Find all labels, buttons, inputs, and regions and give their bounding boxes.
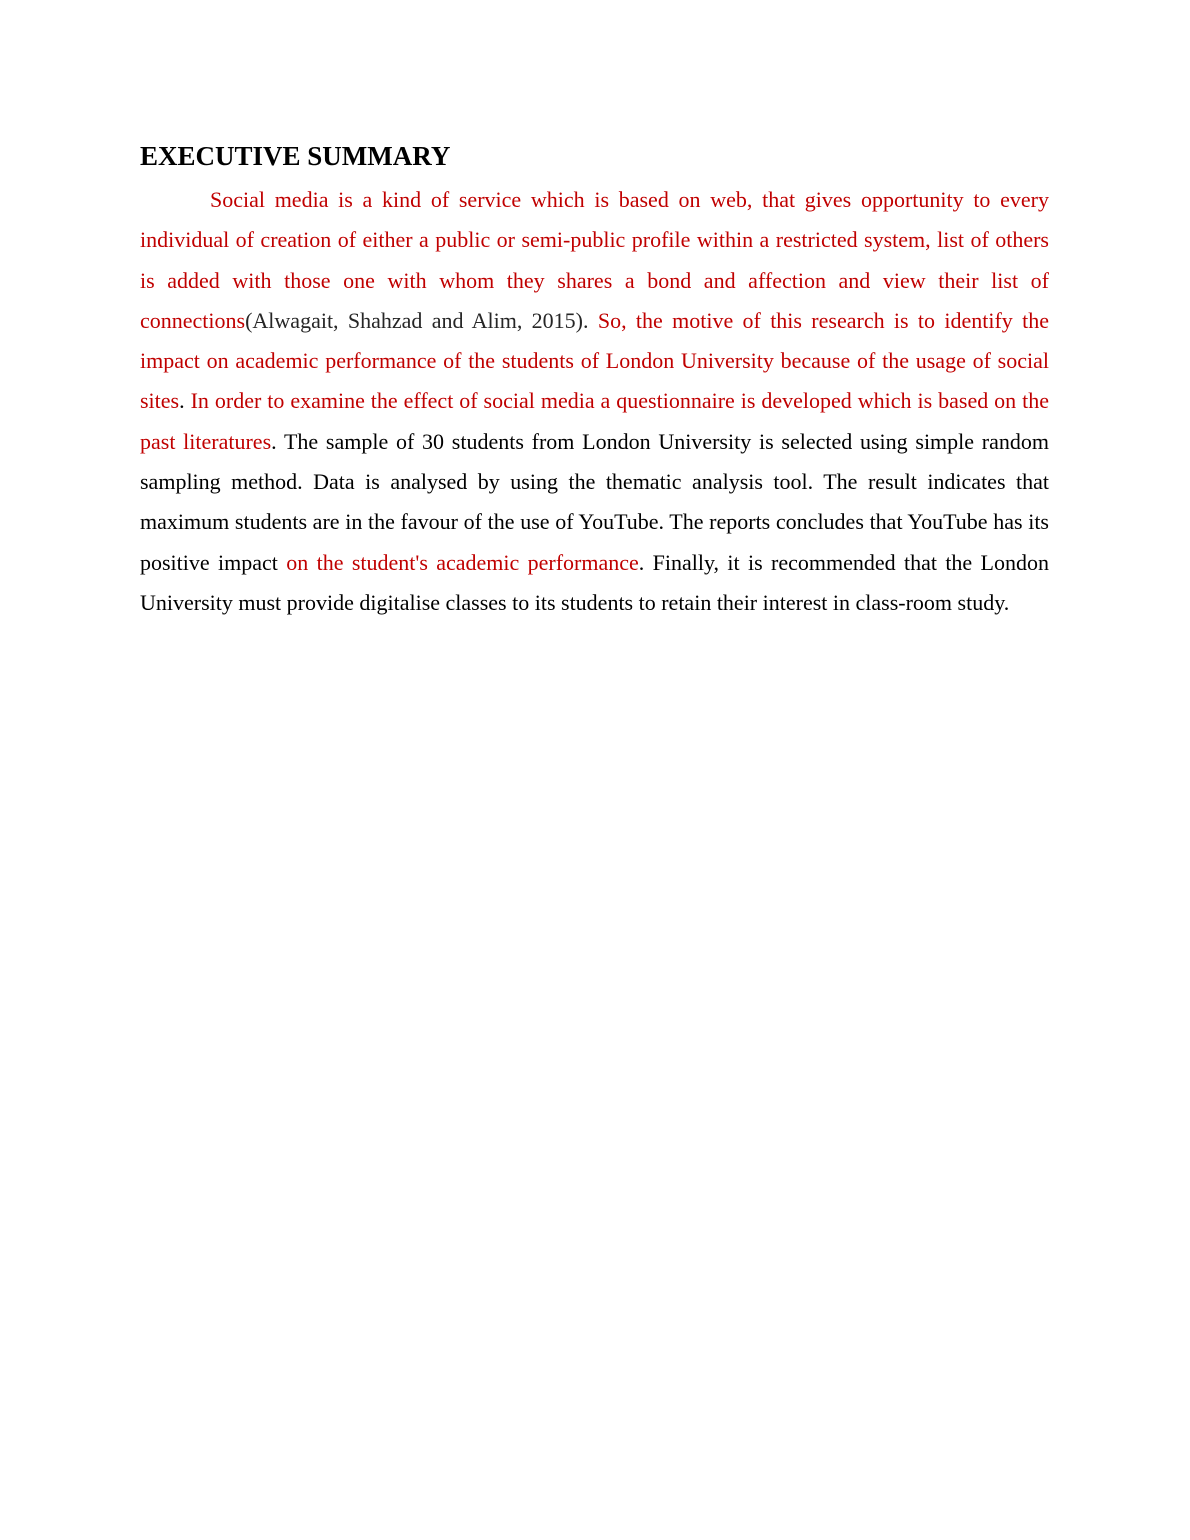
section-heading: EXECUTIVE SUMMARY xyxy=(140,141,451,171)
text-run-impact: on the student's academic performance xyxy=(286,549,639,575)
page-content xyxy=(140,138,1049,623)
text-run-motive: So, the motive of this research is to identify the impact on academic performance of the students of London University because of the usage of social sites xyxy=(140,307,1049,414)
summary-paragraph xyxy=(140,180,1049,623)
text-run-method: In order to examine the effect of social media a questionnaire is developed which is based on the past literatures xyxy=(140,388,1050,454)
text-run-recommendation: . Finally, it is recommended that the London University must provide digitalise classes to its students to retain their interest in class-room study. xyxy=(140,549,1049,615)
text-run-definition: Social media is a kind of service which is based on web, that gives opportunity to every individual of creation of either a public or semi-public profile within a restricted system, list of others is added with those one with whom they shares a bond and affection and view their list of connections xyxy=(140,187,1049,333)
text-run-citation: (Alwagait, Shahzad and Alim, 2015). xyxy=(245,307,598,333)
text-run-separator: . xyxy=(179,388,191,414)
text-run-sample: . The sample of 30 students from London University is selected using simple random sampling method. Data is analysed by using the thematic analysis tool. The result indicates that maximum students are in the favour of the use of YouTube. The reports concludes that YouTube has its positive impact xyxy=(140,428,1049,575)
